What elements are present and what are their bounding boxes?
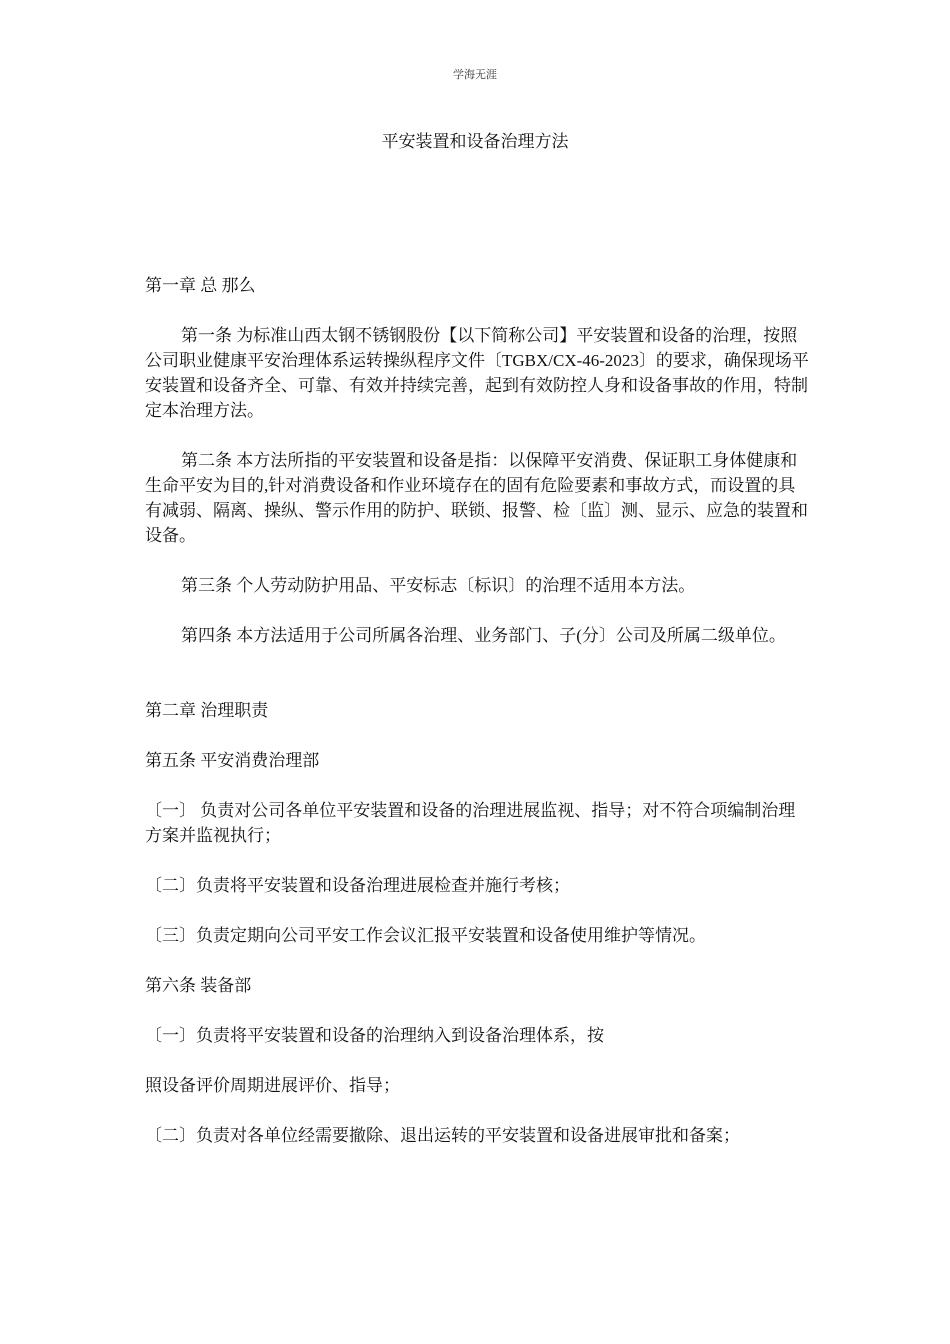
list-item: 〔三〕负责定期向公司平安工作会议汇报平安装置和设备使用维护等情况。 (145, 926, 706, 945)
article-heading: 第六条 装备部 (145, 976, 252, 995)
list-item: 〔一〕负责将平安装置和设备的治理纳入到设备治理体系，按 (145, 1026, 604, 1045)
document-title: 平安装置和设备治理方法 (381, 132, 569, 151)
chapter-heading: 第一章 总 那么 (145, 276, 256, 295)
article-paragraph: 第三条 个人劳动防护用品、平安标志〔标识〕的治理不适用本方法。 (181, 576, 696, 595)
article-paragraph: 第四条 本方法适用于公司所属各治理、业务部门、子(分〕公司及所属二级单位。 (181, 626, 786, 645)
article-heading: 第五条 平安消费治理部 (145, 751, 320, 770)
list-item-continuation: 照设备评价周期进展评价、指导； (145, 1076, 400, 1095)
list-item: 〔二〕负责对各单位经需要撤除、退出运转的平安装置和设备进展审批和备案； (145, 1126, 740, 1145)
chapter-heading: 第二章 治理职责 (145, 701, 269, 720)
article-paragraph: 第二条 本方法所指的平安装置和设备是指：以保障平安消费、保证职工身体健康和生命平安为目的,针对消费设备和作业环境存在的固有危险要素和事故方式，而设置的具有减弱、隔离、操纵、警示作用的防护、联锁、报警、检〔监〕测、显示、应急的装置和设备。 (145, 451, 808, 545)
page-header: 学海无涯 (453, 69, 497, 81)
article-paragraph: 第一条 为标准山西太钢不锈钢股份【以下简称公司】平安装置和设备的治理，按照公司职业健康平安治理体系运转操纵程序文件〔TGBX/CX-46-2023〕的要求，确保现场平安装置和设备齐全、可靠、有效并持续完善，起到有效防控人身和设备事故的作用，特制定本治理方法。 (145, 326, 809, 420)
list-item: 〔一〕 负责对公司各单位平安装置和设备的治理进展监视、指导；对不符合项编制治理方案并监视执行； (145, 801, 796, 845)
list-item: 〔二〕负责将平安装置和设备治理进展检查并施行考核； (145, 876, 570, 895)
